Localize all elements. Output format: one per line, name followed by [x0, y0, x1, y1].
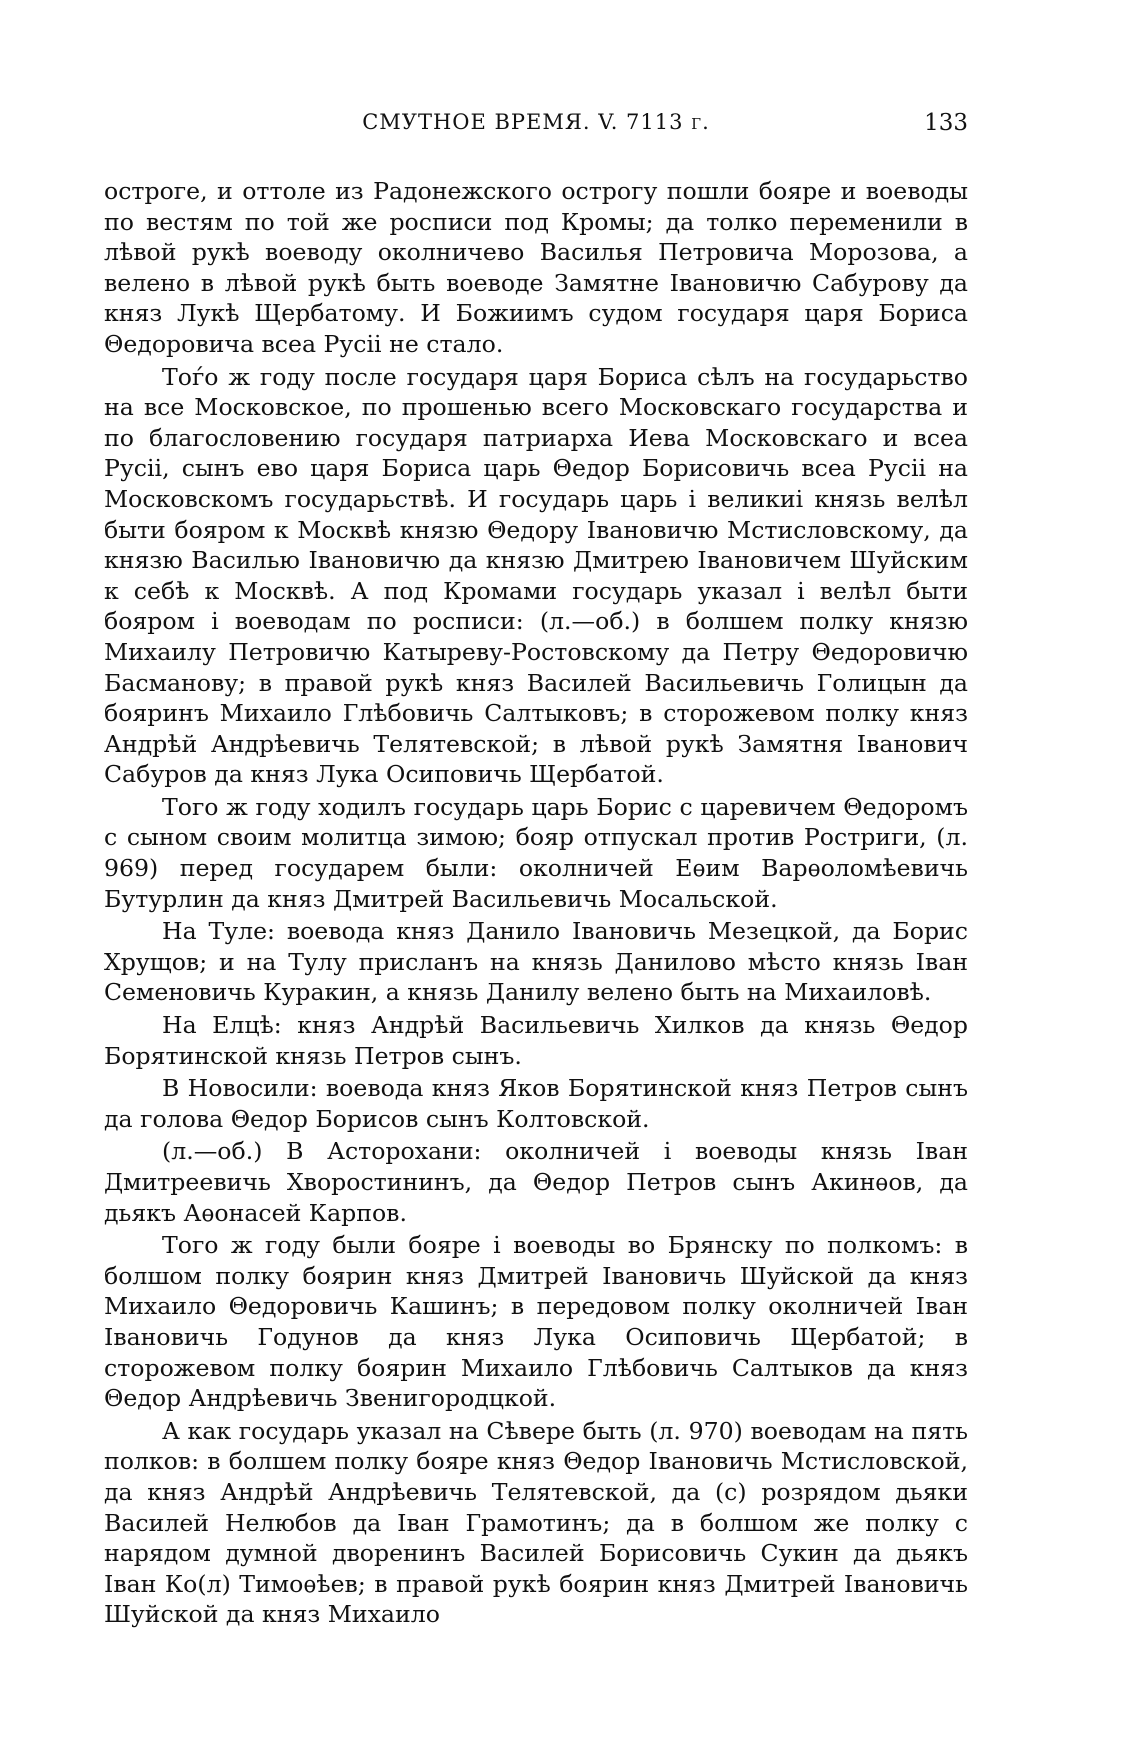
- paragraph: Тоѓо ж году после государя царя Бориса сѣлъ на государьство на все Московское, по прошенью всего Московскаго государства и по благословению государя патриарха Иева Московскаго и всеа Русіі, сынъ ево царя Бориса царь Θедор Борисовичь всеа Русіі на Московскомъ государьствѣ. И государь царь і великиі князь велѣл быти бояром к Москвѣ князю Θедору Івановичю Мстисловскому, да князю Василью Івановичю да князю Дмитрею Івановичем Шуйским к себѣ к Москвѣ. А под Кромами государь указал і велѣл быти бояром і воеводам по росписи: (л.—об.) в болшем полку князю Михаилу Петровичю Катыреву-Ростовскому да Петру Θедоровичю Басманову; в правой рукѣ княз Василей Васильевичь Голицын да бояринъ Михаило Глѣбовичь Салтыковъ; в сторожевом полку княз Андрѣй Андрѣевичь Телятевской; в лѣвой рукѣ Замятня Іванович Сабуров да княз Лука Осиповичь Щербатой.: [104, 362, 968, 789]
- running-title: СМУТНОЕ ВРЕМЯ. V. 7113 г.: [362, 110, 710, 134]
- page-number: 133: [924, 110, 968, 136]
- paragraph: остроге, и оттоле из Радонежского острогу пошли бояре и воеводы по вестям по той же росписи под Кромы; да толко переменили в лѣвой рукѣ воеводу околничево Василья Петровича Морозова, а велено в лѣвой рукѣ быть воеводе Замятне Івановичю Сабурову да княз Лукѣ Щербатому. И Божиимъ судом государя царя Бориса Θедоровича всеа Русіі не стало.: [104, 177, 968, 358]
- paragraph: На Елцѣ: княз Андрѣй Васильевичь Хилков да князь Θедор Борятинской князь Петров сынъ.: [104, 1011, 968, 1070]
- paragraph: Того ж году ходилъ государь царь Борис с царевичем Θедоромъ с сыном своим молитца зимою; бояр отпускал против Ростриги, (л. 969) перед государем были: околничей Еѳим Варѳоломѣевичь Бутурлин да княз Дмитрей Васильевичь Мосальской.: [104, 792, 968, 913]
- paragraph: А как государь указал на Сѣвере быть (л. 970) воеводам на пять полков: в болшем полку бояре княз Θедор Івановичь Мстисловской, да княз Андрѣй Андрѣевичь Телятевской, да (с) розрядом дьяки Василей Нелюбов да Іван Грамотинъ; да в болшом же полку с нарядом думной дворенинъ Василей Борисовичь Сукин да дьякъ Іван Ко(л) Тимоѳѣев; в правой рукѣ боярин княз Дмитрей Івановичь Шуйской да княз Михаило: [104, 1416, 968, 1629]
- body-text: [104, 176, 968, 1632]
- running-head: [104, 110, 968, 144]
- paragraph: В Новосили: воевода княз Яков Борятинской княз Петров сынъ да голова Θедор Борисов сынъ Колтовской.: [104, 1074, 968, 1133]
- paragraph: Того ж году были бояре і воеводы во Брянску по полкомъ: в болшом полку боярин княз Дмитрей Івановичь Шуйской да княз Михаило Θедоровичь Кашинъ; в передовом полку околничей Іван Івановичь Годунов да княз Лука Осиповичь Щербатой; в сторожевом полку боярин Михаило Глѣбовичь Салтыков да княз Θедор Андрѣевичь Звенигородцкой.: [104, 1231, 968, 1413]
- paragraph: На Туле: воевода княз Данило Івановичь Мезецкой, да Борис Хрущов; и на Тулу присланъ на князь Данилово мѣсто князь Іван Семеновичь Куракин, а князь Данилу велено быть на Михаиловѣ.: [104, 917, 968, 1007]
- paragraph: (л.—об.) В Асторохани: околничей і воеводы князь Іван Дмитреевичь Хворостининъ, да Θедор Петров сынъ Акинѳов, да дьякъ Аѳонасей Карпов.: [104, 1137, 968, 1227]
